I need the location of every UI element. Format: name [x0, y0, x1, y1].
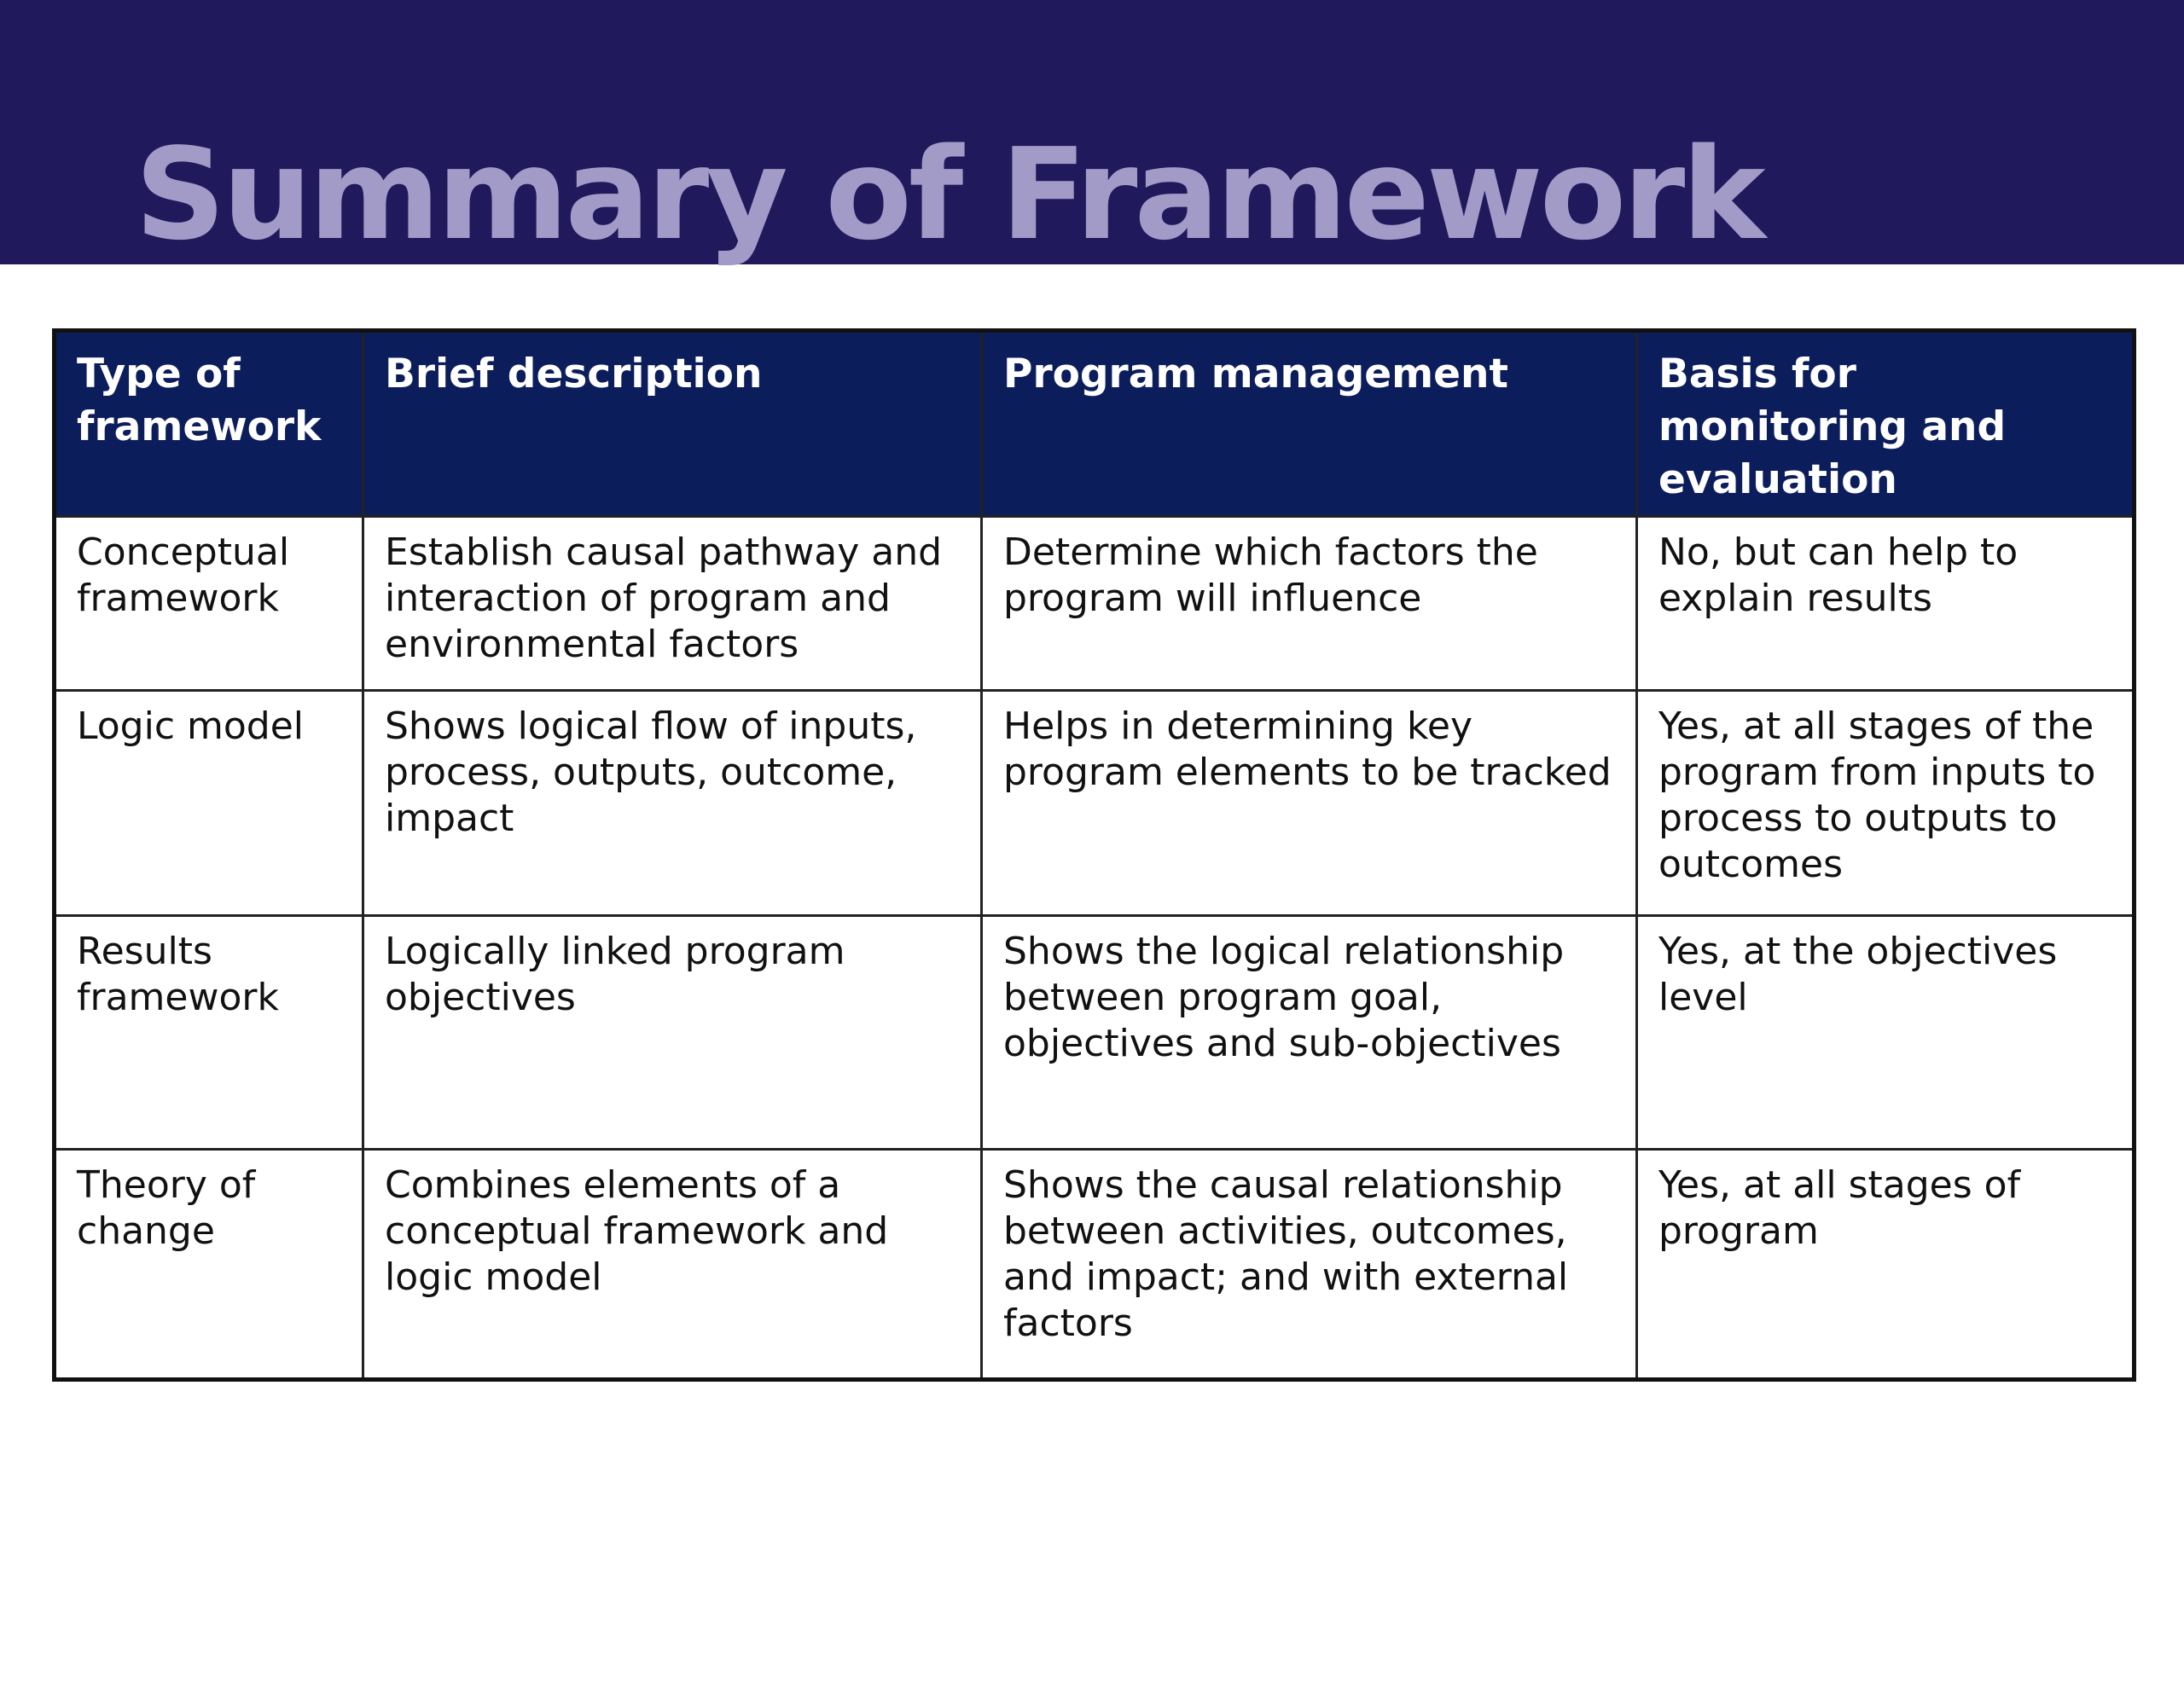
cell-monitoring-evaluation: Yes, at all stages of the program from inputs to process to outputs to outcomes: [1637, 691, 2135, 916]
cell-program-management: Determine which factors the program will influence: [982, 517, 1637, 691]
framework-summary-table: [52, 328, 2136, 1382]
cell-framework-type: Conceptual framework: [55, 517, 363, 691]
table-row: [55, 517, 2135, 691]
header-monitoring-evaluation: Basis for monitoring and evaluation: [1637, 331, 2135, 517]
header-brief-description: Brief description: [363, 331, 982, 517]
cell-framework-type: Theory of change: [55, 1150, 363, 1380]
cell-monitoring-evaluation: Yes, at all stages of program: [1637, 1150, 2135, 1380]
table-row: [55, 691, 2135, 916]
slide-title: Summary of Framework: [135, 121, 1763, 268]
cell-description: Establish causal pathway and interaction of program and environmental factors: [363, 517, 982, 691]
table-row: [55, 1150, 2135, 1380]
header-program-management: Program management: [982, 331, 1637, 517]
cell-monitoring-evaluation: Yes, at the objectives level: [1637, 916, 2135, 1150]
cell-description: Shows logical flow of inputs, process, outputs, outcome, impact: [363, 691, 982, 916]
cell-monitoring-evaluation: No, but can help to explain results: [1637, 517, 2135, 691]
cell-program-management: Shows the causal relationship between activities, outcomes, and impact; and with external factors: [982, 1150, 1637, 1380]
cell-description: Combines elements of a conceptual framework and logic model: [363, 1150, 982, 1380]
table-header-row: [55, 331, 2135, 517]
framework-table-container: [52, 328, 2132, 1345]
cell-framework-type: Results framework: [55, 916, 363, 1150]
cell-framework-type: Logic model: [55, 691, 363, 916]
cell-program-management: Shows the logical relationship between program goal, objectives and sub-objectives: [982, 916, 1637, 1150]
table-row: [55, 916, 2135, 1150]
cell-description: Logically linked program objectives: [363, 916, 982, 1150]
header-type-of-framework: Type of framework: [55, 331, 363, 517]
cell-program-management: Helps in determining key program elements to be tracked: [982, 691, 1637, 916]
